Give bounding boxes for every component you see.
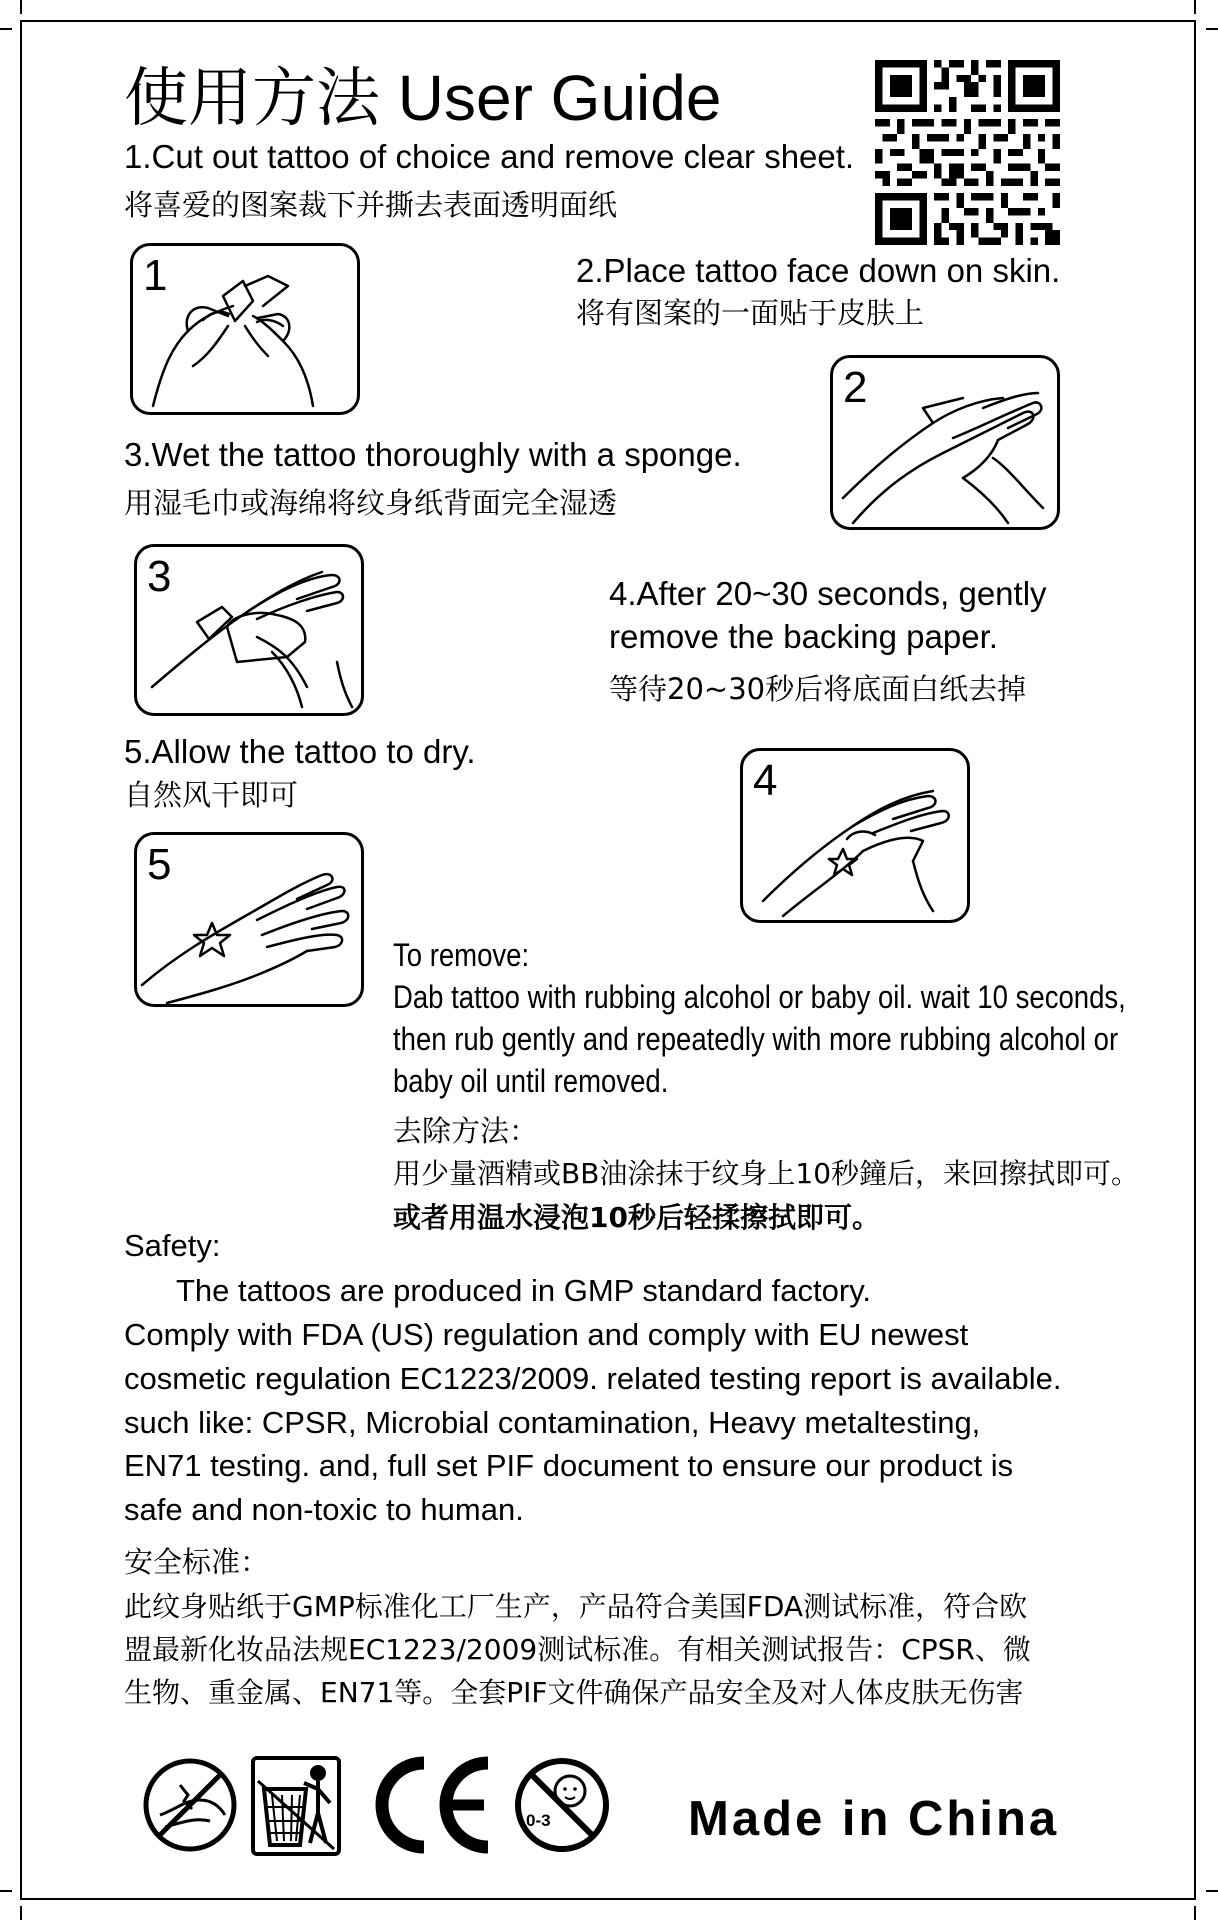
safety-line: cosmetic regulation EC1223/2009. related testing report is available.	[124, 1361, 1062, 1396]
hand-wetting-with-sponge-icon	[137, 547, 361, 713]
safety-line: The tattoos are produced in GMP standard factory.	[176, 1273, 872, 1308]
hands-peeling-sheet-icon	[133, 246, 357, 412]
step-5-text-cn: 自然风干即可	[124, 778, 299, 812]
crop-mark	[20, 0, 22, 14]
step-3-illustration	[134, 544, 364, 716]
remove-line-cn: 用少量酒精或BB油涂抹于纹身上10秒鐘后，来回擦拭即可。	[393, 1157, 1140, 1190]
made-in-china: Made in China	[688, 1792, 1060, 1846]
hand-with-dry-tattoo-icon	[137, 835, 361, 1004]
remove-heading: To remove:	[393, 937, 530, 973]
safety-line: EN71 testing. and, full set PIF document to ensure our product is	[124, 1448, 1014, 1483]
step-5-text: 5.Allow the tattoo to dry.	[124, 733, 476, 770]
step-1-text: 1.Cut out tattoo of choice and remove clear sheet.	[124, 138, 855, 175]
step-1-illustration	[130, 243, 360, 415]
crop-mark	[1194, 0, 1196, 14]
step-number: 3	[147, 552, 172, 601]
safety-heading: Safety:	[124, 1228, 221, 1263]
step-number: 1	[143, 251, 168, 300]
ce-mark-icon	[372, 1755, 500, 1855]
safety-line: safe and non-toxic to human.	[124, 1492, 524, 1527]
step-number: 5	[147, 840, 172, 889]
step-2-text-cn: 将有图案的一面贴于皮肤上	[576, 296, 925, 330]
crop-mark	[0, 1890, 12, 1892]
step-number: 4	[753, 756, 778, 805]
hand-placing-tattoo-icon	[833, 358, 1057, 527]
step-5-illustration	[134, 832, 364, 1007]
step-number: 2	[843, 363, 868, 412]
step-1-text-cn: 将喜爱的图案裁下并撕去表面透明面纸	[124, 188, 618, 222]
step-4-text-cn: 等待20~30秒后将底面白纸去掉	[609, 672, 1027, 706]
remove-line: then rub gently and repeatedly with more rubbing alcohol or	[393, 1021, 1119, 1057]
safety-line-cn: 此纹身贴纸于GMP标准化工厂生产，产品符合美国FDA测试标准，符合欧	[124, 1590, 1028, 1623]
crop-mark	[20, 1906, 22, 1920]
crop-mark	[0, 28, 12, 30]
crop-mark	[1206, 1890, 1218, 1892]
remove-line: Dab tattoo with rubbing alcohol or baby oil. wait 10 seconds,	[393, 979, 1126, 1015]
step-2-text: 2.Place tattoo face down on skin.	[576, 252, 1061, 289]
step-4-illustration	[740, 748, 970, 923]
crop-mark	[1194, 1906, 1196, 1920]
hand-removing-backing-icon	[743, 751, 967, 920]
age-label: 0-3	[526, 1811, 551, 1830]
safety-heading-cn: 安全标准：	[124, 1545, 270, 1579]
page-title: 使用方法 User Guide	[124, 62, 722, 134]
step-2-illustration	[830, 355, 1060, 530]
step-3-text-cn: 用湿毛巾或海绵将纹身纸背面完全湿透	[124, 486, 618, 520]
safety-line: Comply with FDA (US) regulation and comply with EU newest	[124, 1317, 969, 1352]
step-4-text-line2: remove the backing paper.	[609, 618, 998, 655]
remove-heading-cn: 去除方法：	[393, 1114, 539, 1148]
qr-code	[875, 60, 1060, 245]
step-3-text: 3.Wet the tattoo thoroughly with a sponge.	[124, 436, 742, 473]
crop-mark	[1206, 28, 1218, 30]
safety-line-cn: 盟最新化妆品法规EC1223/2009测试标准。有相关测试报告：CPSR、微	[124, 1633, 1031, 1666]
safety-line-cn: 生物、重金属、EN71等。全套PIF文件确保产品安全及对人体皮肤无伤害	[124, 1676, 1024, 1709]
not-for-ages-0-3-icon	[512, 1755, 612, 1855]
recycle-bin-icon	[250, 1755, 342, 1857]
remove-line: baby oil until removed.	[393, 1063, 669, 1099]
safety-line: such like: CPSR, Microbial contamination, Heavy metaltesting,	[124, 1405, 981, 1440]
remove-line-cn: 或者用温水浸泡10秒后轻揉擦拭即可。	[393, 1201, 880, 1234]
step-4-text-line1: 4.After 20~30 seconds, gently	[609, 575, 1047, 612]
no-broken-skin-icon	[140, 1755, 240, 1855]
